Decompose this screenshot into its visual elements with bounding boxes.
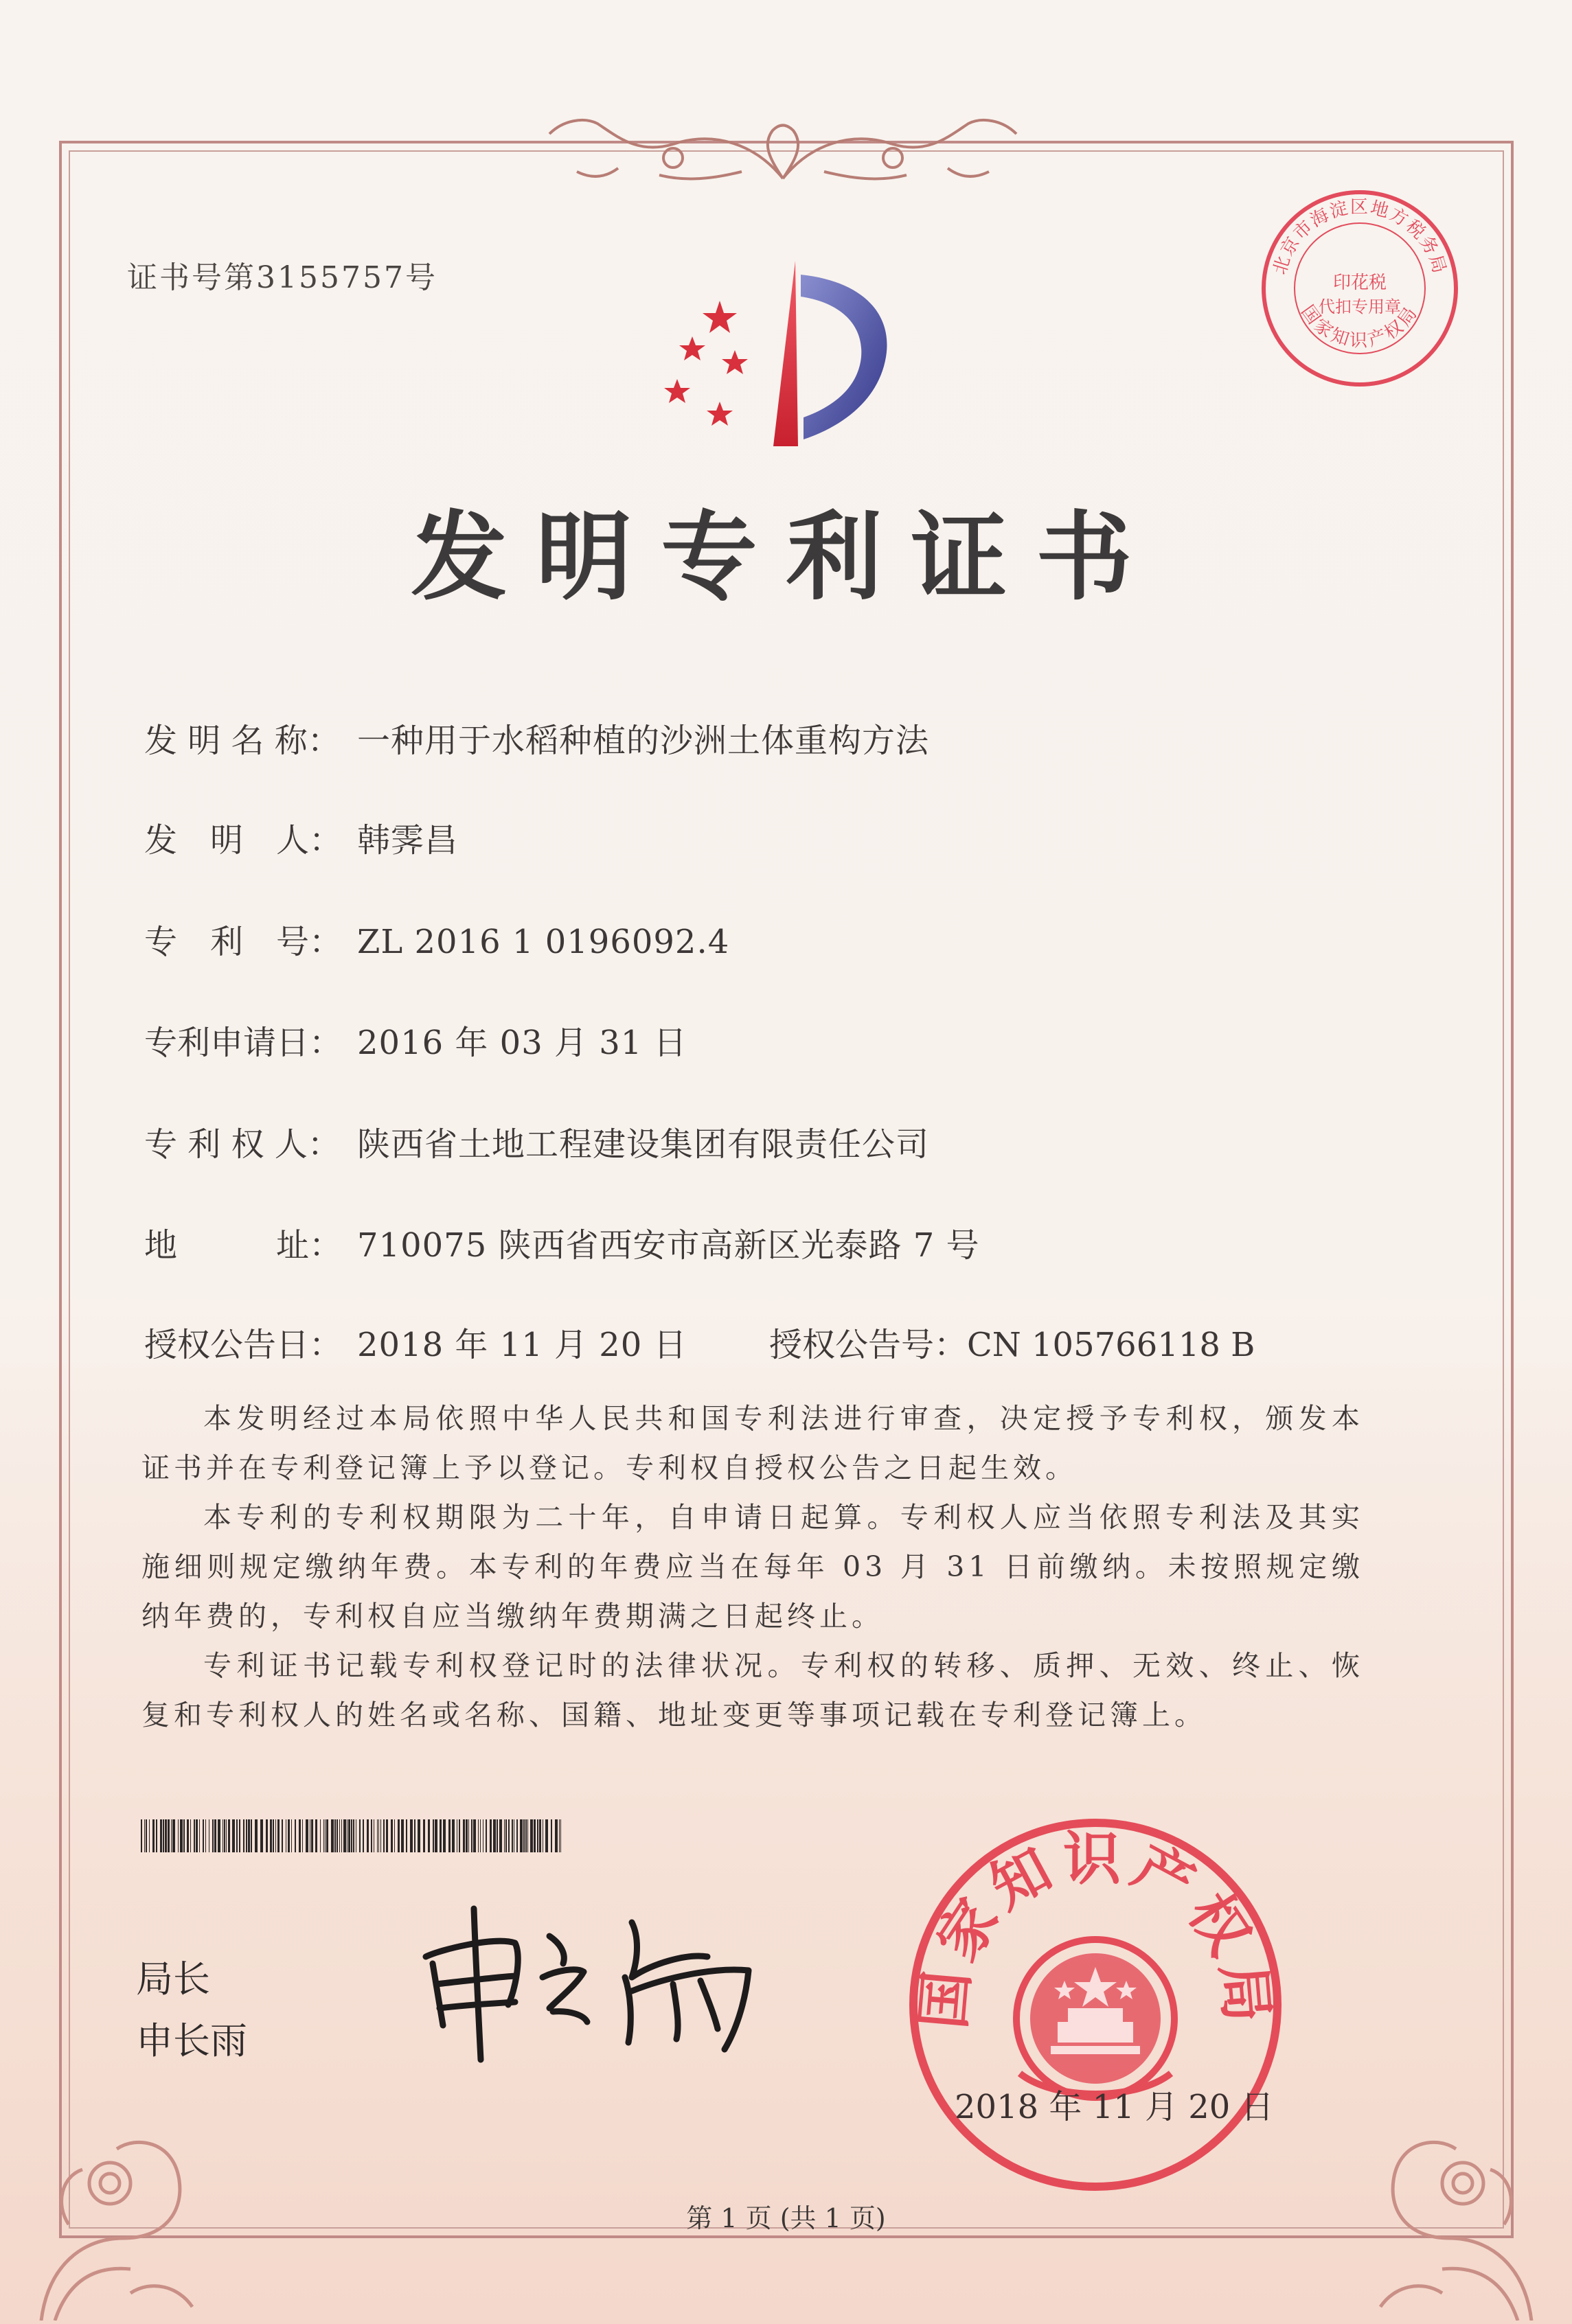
barcode-bar bbox=[534, 1819, 536, 1852]
barcode-bar bbox=[325, 1819, 326, 1852]
barcode-bar bbox=[337, 1819, 338, 1852]
barcode-bar bbox=[504, 1819, 505, 1852]
barcode-bar bbox=[243, 1819, 244, 1852]
barcode-bar bbox=[144, 1819, 145, 1852]
field-value: 韩霁昌 bbox=[357, 821, 459, 860]
tax-stamp-outer-text: 北京市海淀区地方税务局 bbox=[1269, 197, 1450, 277]
field-publication-number bbox=[769, 1318, 1255, 1366]
barcode-bar bbox=[183, 1819, 185, 1852]
barcode-bar bbox=[555, 1819, 558, 1852]
field-value: 陕西省土地工程建设集团有限责任公司 bbox=[357, 1125, 930, 1164]
national-emblem-icon bbox=[1016, 1940, 1174, 2097]
barcode-bar bbox=[275, 1819, 276, 1852]
barcode-bar bbox=[386, 1819, 388, 1852]
field-value: 2018 年 11 月 20 日 bbox=[357, 1326, 687, 1364]
barcode-bar bbox=[343, 1819, 346, 1852]
barcode-bar bbox=[452, 1819, 455, 1852]
barcode-bar bbox=[560, 1819, 561, 1852]
field-invention-name bbox=[144, 714, 929, 761]
barcode-bar bbox=[473, 1819, 476, 1852]
barcode-bar bbox=[190, 1819, 191, 1852]
barcode-bar bbox=[516, 1819, 518, 1852]
barcode-bar bbox=[331, 1819, 334, 1852]
barcode-bar bbox=[459, 1819, 460, 1852]
barcode-bar bbox=[178, 1819, 179, 1852]
barcode-bar bbox=[428, 1819, 430, 1852]
barcode-bar bbox=[282, 1819, 283, 1852]
barcode-bar bbox=[493, 1819, 496, 1852]
barcode-bar bbox=[199, 1819, 200, 1852]
barcode-bar bbox=[311, 1819, 313, 1852]
certificate-title: 发明专利证书 bbox=[411, 502, 1161, 614]
tax-stamp-line2: 代扣专用章 bbox=[1319, 297, 1401, 317]
barcode-bar bbox=[530, 1819, 533, 1852]
body-paragraph: 本专利的专利权期限为二十年，自申请日起算。专利权人应当依照专利法及其实施细则规定缴纳年费。本专利的年费应当在每年 03 月 31 日前缴纳。未按照规定缴纳年费的，专利权自应当缴纳年费期满之日起终止。 bbox=[141, 1501, 1364, 1633]
director-signature bbox=[412, 1895, 769, 2067]
field-label: 授权公告日： bbox=[144, 1326, 343, 1364]
field-label: 地 址： bbox=[144, 1226, 343, 1265]
field-label: 专 利 号： bbox=[144, 923, 343, 961]
barcode-bar bbox=[559, 1819, 560, 1852]
barcode-bar bbox=[194, 1819, 195, 1852]
tax-stamp bbox=[1257, 185, 1463, 391]
barcode-bar bbox=[149, 1819, 150, 1852]
field-patent-number bbox=[144, 915, 729, 963]
barcode-bar bbox=[160, 1819, 162, 1852]
barcode-bar bbox=[414, 1819, 415, 1852]
barcode-bar bbox=[270, 1819, 272, 1852]
certificate-body bbox=[141, 1394, 1364, 1740]
field-application-date bbox=[144, 1016, 687, 1063]
field-address bbox=[144, 1219, 980, 1266]
barcode-bar bbox=[288, 1819, 290, 1852]
corner-ornament-right bbox=[1353, 2032, 1545, 2321]
barcode-bar bbox=[527, 1819, 528, 1852]
barcode-bar bbox=[163, 1819, 164, 1852]
barcode-bar bbox=[266, 1819, 268, 1852]
barcode-bar bbox=[146, 1819, 147, 1852]
barcode-bar bbox=[490, 1819, 492, 1852]
barcode-bar bbox=[218, 1819, 220, 1852]
barcode-bar bbox=[232, 1819, 235, 1852]
barcode-bar bbox=[383, 1819, 385, 1852]
barcode-bar bbox=[196, 1819, 198, 1852]
field-label: 发 明 人： bbox=[144, 821, 343, 860]
barcode-bar bbox=[295, 1819, 296, 1852]
barcode-bar bbox=[448, 1819, 451, 1852]
inner-border bbox=[69, 150, 1504, 2229]
seal-text: 国家知识产权局 bbox=[909, 1825, 1282, 2032]
barcode-bar bbox=[323, 1819, 324, 1852]
barcode-bar bbox=[236, 1819, 238, 1852]
barcode-bar bbox=[391, 1819, 393, 1852]
barcode-bar bbox=[378, 1819, 379, 1852]
barcode-bar bbox=[398, 1819, 400, 1852]
page-number: 第 1 页 (共 1 页) bbox=[686, 2203, 886, 2233]
barcode-bar bbox=[205, 1819, 206, 1852]
barcode-bar bbox=[299, 1819, 301, 1852]
barcode-bar bbox=[363, 1819, 364, 1852]
barcode-bar bbox=[172, 1819, 175, 1852]
barcode-bar bbox=[401, 1819, 404, 1852]
barcode-bar bbox=[187, 1819, 189, 1852]
field-patentee bbox=[144, 1118, 929, 1165]
barcode-bar bbox=[508, 1819, 510, 1852]
barcode-bar bbox=[478, 1819, 479, 1852]
tax-stamp-bottom-text: 国家知识产权局 bbox=[1297, 301, 1423, 352]
barcode-bar bbox=[228, 1819, 230, 1852]
barcode-bar bbox=[539, 1819, 541, 1852]
barcode-bar bbox=[359, 1819, 361, 1852]
field-value: 2016 年 03 月 31 日 bbox=[357, 1024, 687, 1062]
barcode-bar bbox=[468, 1819, 469, 1852]
barcode-bar bbox=[433, 1819, 434, 1852]
certificate-number: 证书号第3155757号 bbox=[127, 260, 437, 295]
barcode-bar bbox=[512, 1819, 513, 1852]
barcode-bar bbox=[435, 1819, 437, 1852]
barcode-bar bbox=[523, 1819, 525, 1852]
barcode-bar bbox=[371, 1819, 372, 1852]
barcode-bar bbox=[545, 1819, 548, 1852]
barcode-bar bbox=[260, 1819, 263, 1852]
barcode-bar bbox=[141, 1819, 142, 1852]
barcode-bar bbox=[525, 1819, 527, 1852]
director-title: 局长 bbox=[136, 1957, 210, 2001]
field-value: 710075 陕西省西安市高新区光泰路 7 号 bbox=[357, 1226, 980, 1265]
barcode-bar bbox=[251, 1819, 252, 1852]
barcode-bar bbox=[224, 1819, 225, 1852]
barcode-bar bbox=[406, 1819, 407, 1852]
field-value: CN 105766118 B bbox=[967, 1326, 1255, 1364]
barcode-bar bbox=[255, 1819, 258, 1852]
barcode-bar bbox=[505, 1819, 507, 1852]
barcode-bar bbox=[466, 1819, 468, 1852]
barcode-bar bbox=[537, 1819, 538, 1852]
field-label: 授权公告号： bbox=[769, 1326, 968, 1364]
barcode-bar bbox=[212, 1819, 214, 1852]
barcode-bar bbox=[320, 1819, 321, 1852]
barcode-bar bbox=[339, 1819, 340, 1852]
barcode-bar bbox=[302, 1819, 303, 1852]
barcode-bar bbox=[367, 1819, 369, 1852]
barcode-bar bbox=[326, 1819, 328, 1852]
body-paragraph: 专利证书记载专利权登记时的法律状况。专利权的转移、质押、无效、终止、恢复和专利权人的姓名或名称、国籍、地址变更等事项记载在专利登记簿上。 bbox=[141, 1649, 1364, 1732]
field-label: 发 明 名 称： bbox=[144, 722, 341, 760]
tax-stamp-line1: 印花税 bbox=[1332, 273, 1387, 293]
barcode-bar bbox=[551, 1819, 552, 1852]
patent-office-logo bbox=[639, 254, 927, 460]
barcode bbox=[141, 1819, 567, 1852]
barcode-bar bbox=[348, 1819, 350, 1852]
barcode-bar bbox=[440, 1819, 442, 1852]
barcode-bar bbox=[306, 1819, 308, 1852]
barcode-bar bbox=[410, 1819, 413, 1852]
top-ornament bbox=[536, 103, 1030, 192]
barcode-bar bbox=[471, 1819, 472, 1852]
barcode-bar bbox=[351, 1819, 352, 1852]
barcode-bar bbox=[246, 1819, 247, 1852]
field-value: 一种用于水稻种植的沙洲土体重构方法 bbox=[357, 722, 930, 760]
barcode-bar bbox=[480, 1819, 481, 1852]
barcode-bar bbox=[394, 1819, 395, 1852]
barcode-bar bbox=[377, 1819, 378, 1852]
field-label: 专利申请日： bbox=[144, 1024, 343, 1062]
barcode-bar bbox=[353, 1819, 354, 1852]
barcode-bar bbox=[497, 1819, 498, 1852]
field-value: ZL 2016 1 0196092.4 bbox=[357, 923, 730, 961]
barcode-bar bbox=[156, 1819, 157, 1852]
field-grant-date bbox=[144, 1318, 687, 1366]
barcode-bar bbox=[315, 1819, 317, 1852]
barcode-bar bbox=[171, 1819, 172, 1852]
barcode-bar bbox=[152, 1819, 155, 1852]
seal-date: 2018 年 11 月 20 日 bbox=[955, 2088, 1274, 2126]
barcode-bar bbox=[226, 1819, 227, 1852]
svg-text:北京市海淀区地方税务局 bbox=[1270, 197, 1450, 277]
barcode-bar bbox=[499, 1819, 502, 1852]
barcode-bar bbox=[277, 1819, 280, 1852]
director-name: 申长雨 bbox=[136, 2019, 247, 2062]
barcode-bar bbox=[520, 1819, 523, 1852]
barcode-bar bbox=[180, 1819, 183, 1852]
barcode-bar bbox=[347, 1819, 348, 1852]
barcode-bar bbox=[334, 1819, 336, 1852]
barcode-bar bbox=[418, 1819, 420, 1852]
field-inventor bbox=[144, 814, 458, 861]
barcode-bar bbox=[341, 1819, 342, 1852]
barcode-bar bbox=[248, 1819, 250, 1852]
field-label: 专 利 权 人： bbox=[144, 1125, 341, 1164]
cnipa-seal bbox=[903, 1813, 1288, 2197]
barcode-bar bbox=[443, 1819, 446, 1852]
barcode-bar bbox=[291, 1819, 292, 1852]
corner-ornament-left bbox=[27, 2032, 220, 2321]
barcode-bar bbox=[463, 1819, 465, 1852]
barcode-bar bbox=[203, 1819, 204, 1852]
barcode-bar bbox=[168, 1819, 170, 1852]
barcode-bar bbox=[165, 1819, 167, 1852]
barcode-bar bbox=[486, 1819, 487, 1852]
barcode-bar bbox=[239, 1819, 240, 1852]
barcode-bar bbox=[380, 1819, 381, 1852]
barcode-bar bbox=[214, 1819, 216, 1852]
barcode-bar bbox=[423, 1819, 425, 1852]
body-paragraph: 本发明经过本局依照中华人民共和国专利法进行审查，决定授予专利权，颁发本证书并在专利登记簿上予以登记。专利权自授权公告之日起生效。 bbox=[141, 1402, 1364, 1484]
barcode-bar bbox=[273, 1819, 274, 1852]
